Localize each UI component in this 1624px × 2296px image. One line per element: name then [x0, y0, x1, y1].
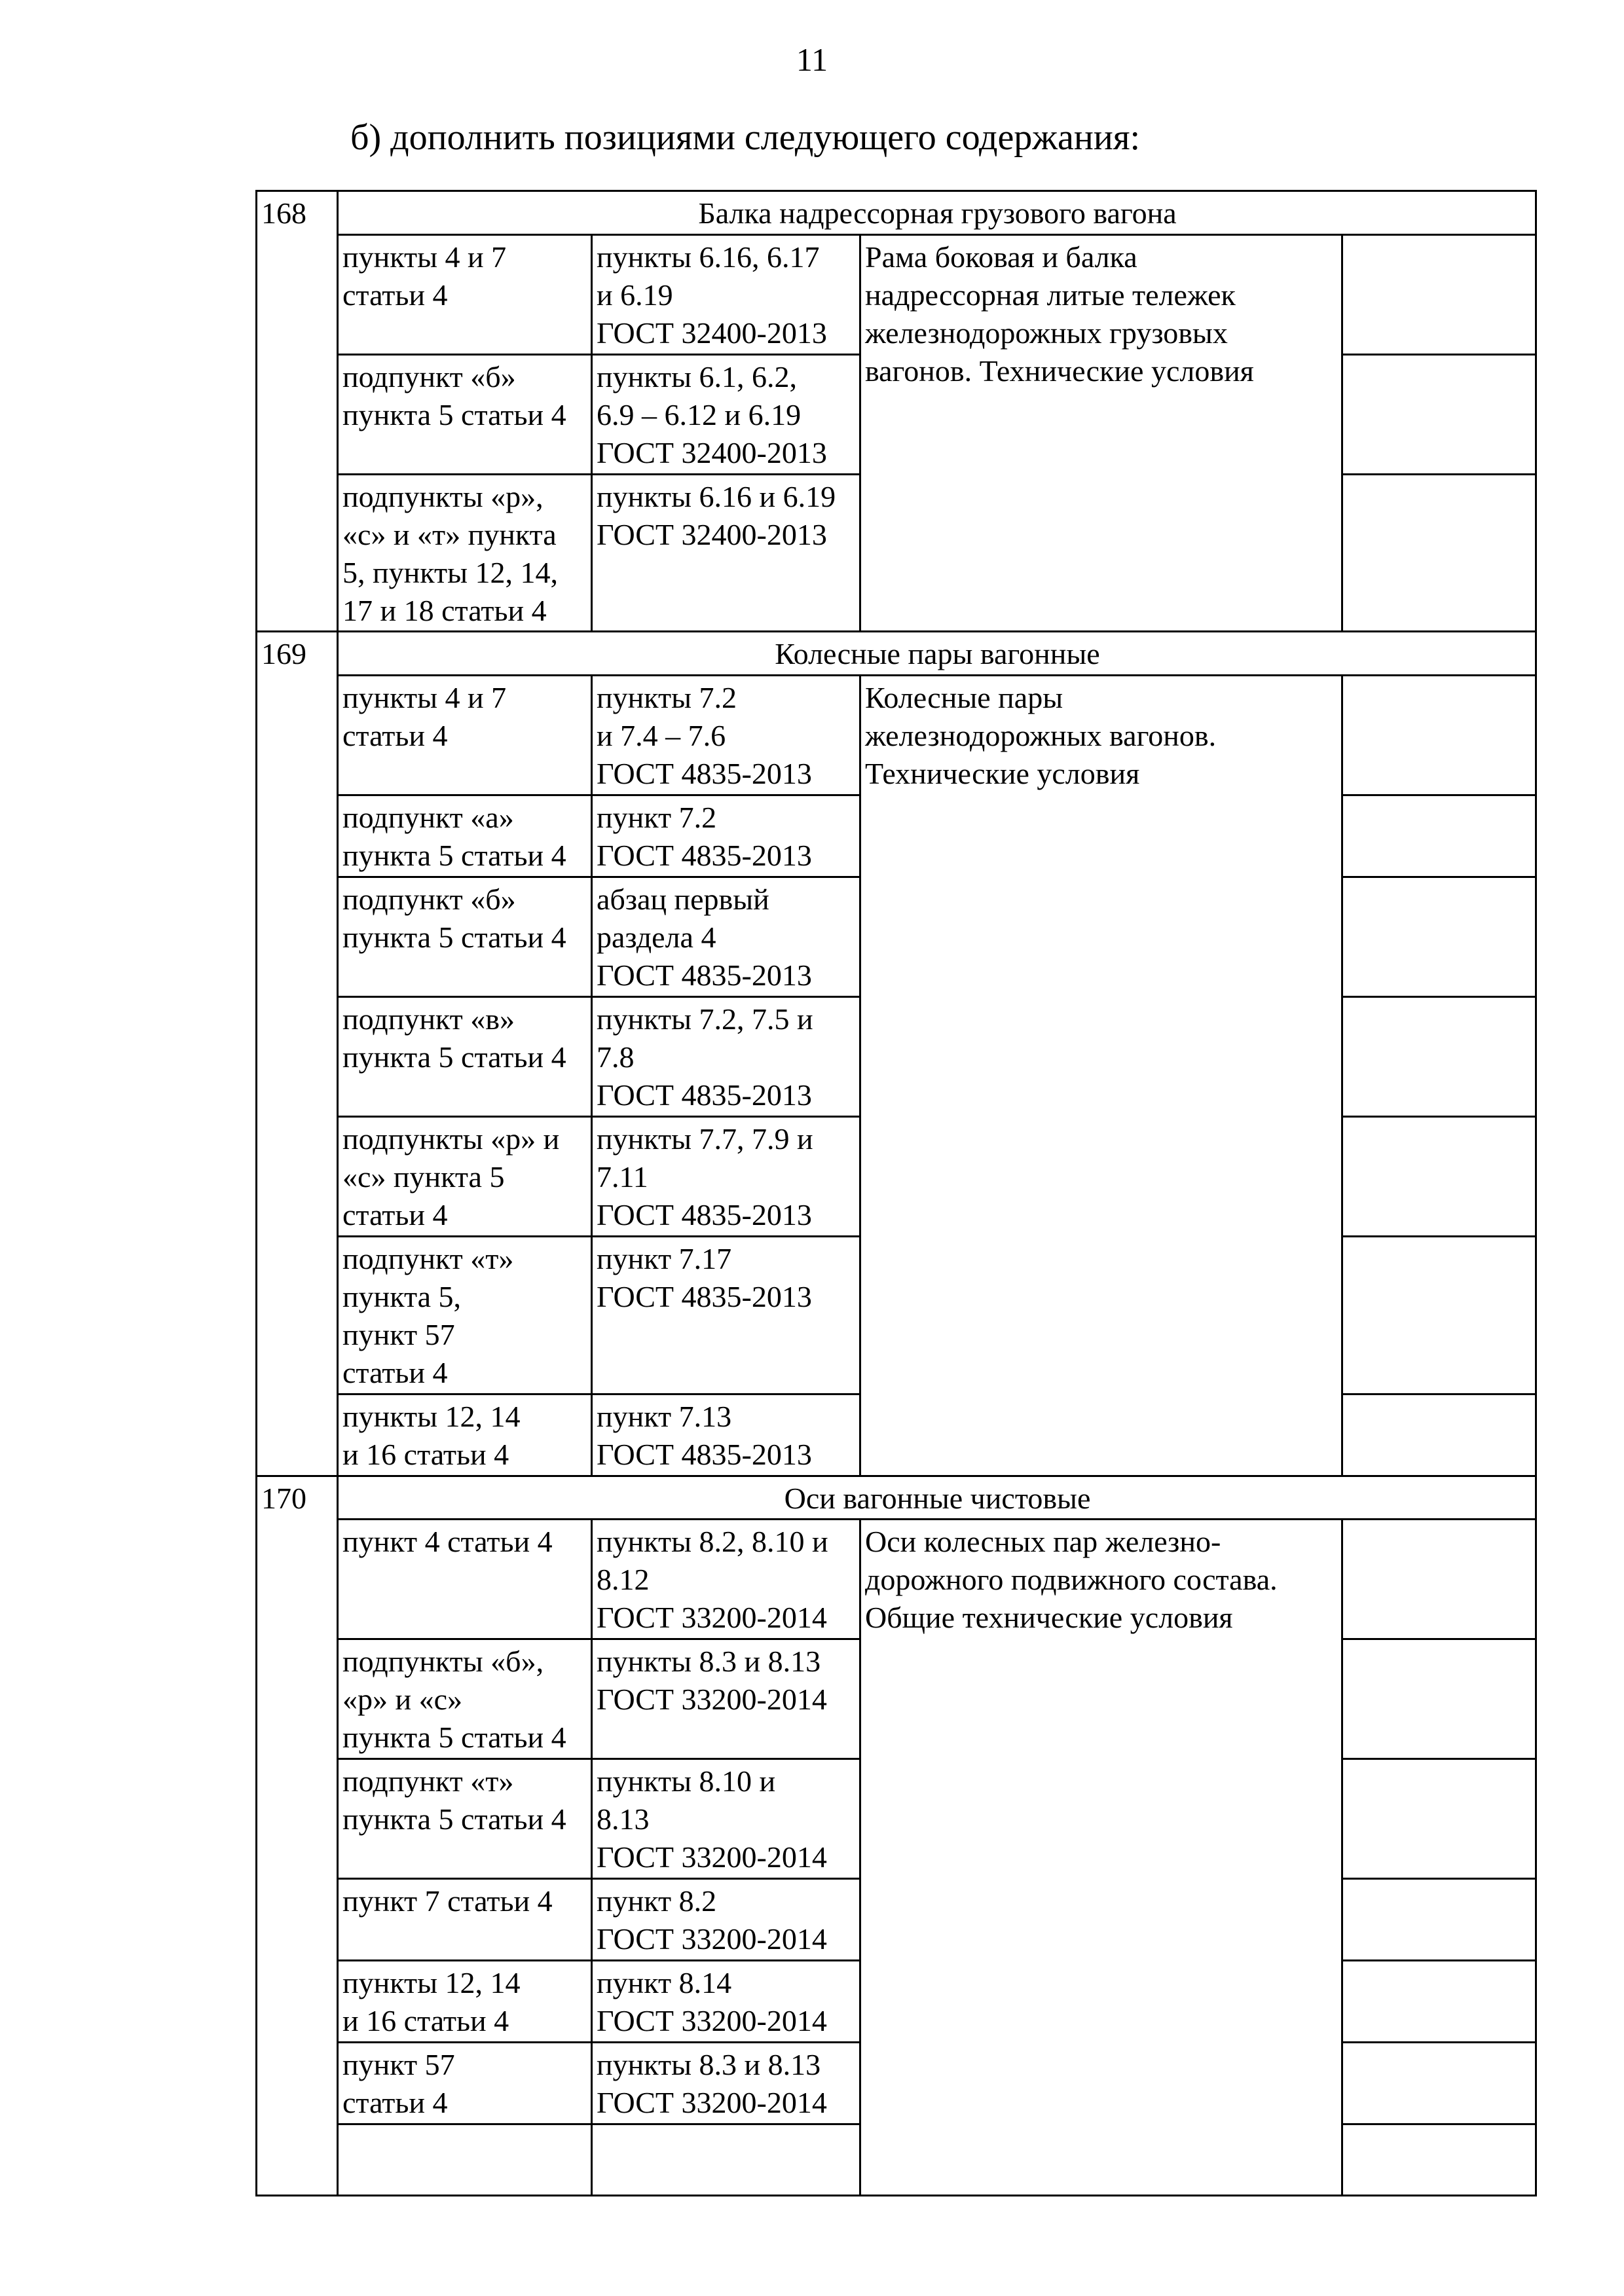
group-header-row [257, 1476, 1536, 1520]
position-number: 170 [257, 1476, 338, 2195]
empty-cell [1342, 234, 1536, 354]
standard-title-cell: Оси колесных пар железно- дорожного подвижного состава. Общие технические условия [860, 1520, 1342, 2195]
empty-cell [1342, 2124, 1536, 2195]
group-header-row [257, 191, 1536, 235]
requirement-cell: пункт 7 статьи 4 [338, 1879, 592, 1961]
position-number: 169 [257, 632, 338, 1476]
standard-title-cell: Рама боковая и балка надрессорная литые тележек железнодорожных грузовых вагонов. Технические условия [860, 234, 1342, 632]
standard-reference-cell: пункты 8.2, 8.10 и 8.12 ГОСТ 33200-2014 [592, 1520, 860, 1639]
standard-reference-cell: пункт 7.17 ГОСТ 4835-2013 [592, 1236, 860, 1394]
empty-cell [1342, 877, 1536, 997]
standard-reference-cell: пункты 8.3 и 8.13 ГОСТ 33200-2014 [592, 1639, 860, 1759]
requirement-cell: пункты 12, 14 и 16 статьи 4 [338, 1394, 592, 1476]
empty-cell [1342, 354, 1536, 474]
empty-cell [1342, 997, 1536, 1117]
page-number: 11 [796, 41, 828, 78]
standard-reference-cell: пункты 6.16, 6.17 и 6.19 ГОСТ 32400-2013 [592, 234, 860, 354]
empty-cell [1342, 1639, 1536, 1759]
requirement-cell: подпункт «т» пункта 5 статьи 4 [338, 1759, 592, 1879]
standard-reference-cell: пункт 7.2 ГОСТ 4835-2013 [592, 795, 860, 877]
empty-cell [592, 2124, 860, 2195]
regulation-table-body [257, 191, 1536, 2196]
empty-cell [1342, 1520, 1536, 1639]
empty-cell [1342, 474, 1536, 632]
requirement-cell: подпункт «б» пункта 5 статьи 4 [338, 877, 592, 997]
position-number: 168 [257, 191, 338, 632]
requirement-cell: подпункты «б», «р» и «с» пункта 5 статьи 4 [338, 1639, 592, 1759]
requirement-cell: подпункт «а» пункта 5 статьи 4 [338, 795, 592, 877]
product-title: Балка надрессорная грузового вагона [338, 191, 1536, 235]
standard-reference-cell: пункты 6.16 и 6.19 ГОСТ 32400-2013 [592, 474, 860, 632]
standard-reference-cell: пункты 8.10 и 8.13 ГОСТ 33200-2014 [592, 1759, 860, 1879]
group-header-row [257, 632, 1536, 676]
empty-cell [1342, 795, 1536, 877]
standard-reference-cell: пункты 7.7, 7.9 и 7.11 ГОСТ 4835-2013 [592, 1116, 860, 1236]
empty-cell [1342, 1394, 1536, 1476]
empty-cell [1342, 1879, 1536, 1961]
table-row [257, 676, 1536, 795]
standard-reference-cell: пункт 7.13 ГОСТ 4835-2013 [592, 1394, 860, 1476]
empty-cell [1342, 2042, 1536, 2124]
standard-reference-cell: пункт 8.2 ГОСТ 33200-2014 [592, 1879, 860, 1961]
requirement-cell: пункт 57 статьи 4 [338, 2042, 592, 2124]
requirement-cell: пункт 4 статьи 4 [338, 1520, 592, 1639]
empty-cell [1342, 1236, 1536, 1394]
requirement-cell: пункты 4 и 7 статьи 4 [338, 676, 592, 795]
requirement-cell: подпункт «б» пункта 5 статьи 4 [338, 354, 592, 474]
standard-reference-cell: пункты 7.2 и 7.4 – 7.6 ГОСТ 4835-2013 [592, 676, 860, 795]
regulation-table [255, 190, 1537, 2196]
empty-cell [338, 2124, 592, 2195]
table-row [257, 234, 1536, 354]
standard-title-cell: Колесные пары железнодорожных вагонов. Технические условия [860, 676, 1342, 1476]
product-title: Колесные пары вагонные [338, 632, 1536, 676]
standard-reference-cell: пункт 8.14 ГОСТ 33200-2014 [592, 1960, 860, 2042]
requirement-cell: подпункты «р» и «с» пункта 5 статьи 4 [338, 1116, 592, 1236]
standard-reference-cell: абзац первый раздела 4 ГОСТ 4835-2013 [592, 877, 860, 997]
standard-reference-cell: пункты 6.1, 6.2, 6.9 – 6.12 и 6.19 ГОСТ 32400-2013 [592, 354, 860, 474]
standard-reference-cell: пункты 8.3 и 8.13 ГОСТ 33200-2014 [592, 2042, 860, 2124]
requirement-cell: подпункт «т» пункта 5, пункт 57 статьи 4 [338, 1236, 592, 1394]
requirement-cell: подпункты «р», «с» и «т» пункта 5, пункты 12, 14, 17 и 18 статьи 4 [338, 474, 592, 632]
empty-cell [1342, 1116, 1536, 1236]
requirement-cell: пункты 4 и 7 статьи 4 [338, 234, 592, 354]
requirement-cell: подпункт «в» пункта 5 статьи 4 [338, 997, 592, 1117]
standard-reference-cell: пункты 7.2, 7.5 и 7.8 ГОСТ 4835-2013 [592, 997, 860, 1117]
product-title: Оси вагонные чистовые [338, 1476, 1536, 1520]
empty-cell [1342, 1759, 1536, 1879]
empty-cell [1342, 1960, 1536, 2042]
empty-cell [1342, 676, 1536, 795]
requirement-cell: пункты 12, 14 и 16 статьи 4 [338, 1960, 592, 2042]
table-row [257, 1520, 1536, 1639]
intro-heading: б) дополнить позициями следующего содержания: [350, 117, 1141, 158]
